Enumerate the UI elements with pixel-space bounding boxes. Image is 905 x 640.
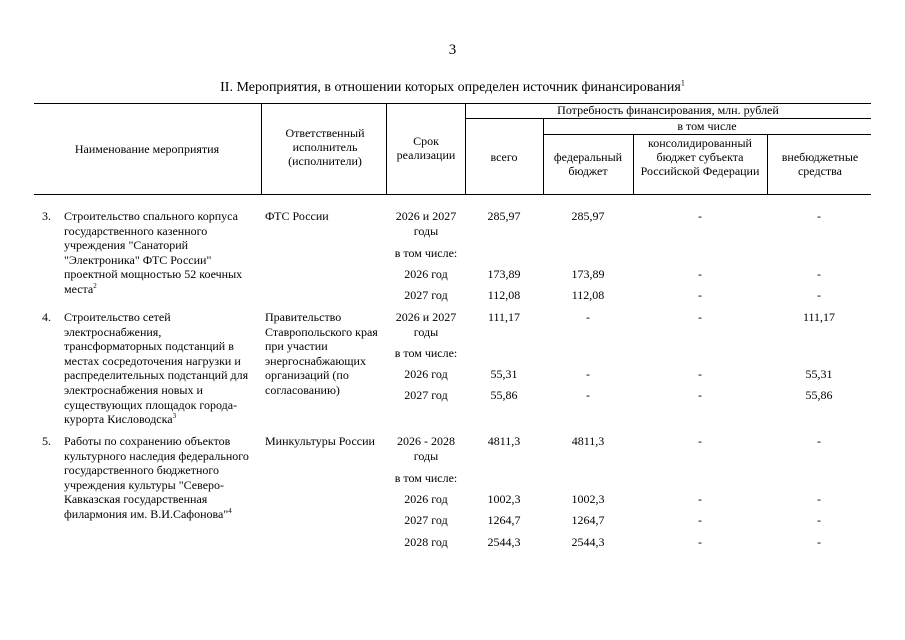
row-term: 2028 год bbox=[404, 535, 448, 549]
row-regional: - bbox=[698, 535, 702, 549]
row-name-footnote: 3 bbox=[172, 412, 177, 421]
row-term: в том числе: bbox=[394, 246, 458, 260]
row-extra: 111,17 bbox=[802, 310, 836, 324]
header-federal: федеральный бюджет bbox=[553, 150, 623, 178]
row-federal: - bbox=[586, 310, 590, 324]
header-divider-5 bbox=[633, 134, 634, 194]
row-extra: 55,31 bbox=[805, 367, 833, 381]
row-term: в том числе: bbox=[394, 346, 458, 360]
row-term: 2026 и 2027 годы bbox=[395, 310, 457, 339]
row-extra: - bbox=[817, 492, 821, 506]
header-total: всего bbox=[490, 150, 518, 164]
row-term: 2026 и 2027 годы bbox=[395, 209, 457, 238]
row-term: 2027 год bbox=[404, 288, 448, 302]
row-name bbox=[64, 434, 259, 522]
row-regional: - bbox=[698, 209, 702, 223]
row-extra: - bbox=[817, 513, 821, 527]
row-federal: 112,08 bbox=[571, 288, 605, 302]
row-federal: 1002,3 bbox=[571, 492, 605, 506]
header-name: Наименование мероприятия bbox=[74, 142, 220, 156]
row-regional: - bbox=[698, 513, 702, 527]
row-regional: - bbox=[698, 267, 702, 281]
header-divider-2 bbox=[386, 103, 387, 194]
row-extra: - bbox=[817, 434, 821, 448]
row-total: 55,86 bbox=[490, 388, 518, 402]
header-divider-1 bbox=[261, 103, 262, 194]
row-name-footnote: 2 bbox=[93, 281, 97, 290]
row-total: 111,17 bbox=[487, 310, 521, 324]
row-regional: - bbox=[698, 492, 702, 506]
row-executor: Минкультуры России bbox=[265, 434, 375, 448]
row-extra: 55,86 bbox=[805, 388, 833, 402]
row-extra: - bbox=[817, 535, 821, 549]
row-executor: Правительство Ставропольского края при участии энергоснабжающих организаций (по согласованию) bbox=[265, 310, 378, 397]
row-federal: 1264,7 bbox=[571, 513, 605, 527]
row-regional: - bbox=[698, 288, 702, 302]
header-term: Срок реализации bbox=[396, 134, 456, 162]
row-total: 173,89 bbox=[487, 267, 521, 281]
row-number: 5. bbox=[42, 434, 51, 448]
row-total: 1264,7 bbox=[487, 513, 521, 527]
header-divider-6 bbox=[767, 134, 768, 194]
row-total: 2544,3 bbox=[487, 535, 521, 549]
row-federal: 285,97 bbox=[571, 209, 605, 223]
section-title bbox=[0, 80, 905, 96]
row-total: 4811,3 bbox=[487, 434, 521, 448]
row-federal: 2544,3 bbox=[571, 535, 605, 549]
row-name-text: Строительство сетей электроснабжения, трансформаторных подстанций в местах сосредоточения нагрузки и распределительных подстанций для электроснабжения новых и существующих площадок города-курорта Кисловодска bbox=[64, 310, 249, 427]
row-extra: - bbox=[817, 209, 821, 223]
row-extra: - bbox=[817, 267, 821, 281]
row-term: в том числе: bbox=[394, 471, 458, 485]
header-regional: консолидированный бюджет субъекта Российской Федерации bbox=[640, 136, 760, 178]
row-number: 3. bbox=[42, 209, 51, 223]
row-name-text: Работы по сохранению объектов культурного наследия федерального государственного бюджетного учреждения культуры "Северо-Кавказская государственная филармония им. В.И.Сафонова" bbox=[64, 434, 249, 521]
header-including: в том числе bbox=[677, 119, 737, 133]
row-term: 2026 год bbox=[404, 267, 448, 281]
row-executor: ФТС России bbox=[265, 209, 329, 223]
row-term: 2026 - 2028 годы bbox=[397, 434, 455, 463]
header-executor: Ответственный исполнитель (исполнители) bbox=[285, 126, 365, 168]
row-name bbox=[64, 310, 262, 427]
row-term: 2026 год bbox=[404, 367, 448, 381]
row-total: 1002,3 bbox=[487, 492, 521, 506]
row-name-footnote: 4 bbox=[228, 506, 232, 515]
header-need: Потребность финансирования, млн. рублей bbox=[557, 103, 779, 117]
row-regional: - bbox=[698, 434, 702, 448]
header-line-including bbox=[543, 134, 871, 135]
row-federal: - bbox=[586, 388, 590, 402]
row-name-text: Строительство спального корпуса государственного казенного учреждения "Санаторий "Электроника" ФТС России" проектной мощностью 52 коечных места bbox=[64, 209, 243, 296]
page-number: 3 bbox=[448, 42, 457, 58]
row-term: 2027 год bbox=[404, 388, 448, 402]
header-extra: внебюджетные средства bbox=[781, 150, 859, 178]
row-number: 4. bbox=[42, 310, 51, 324]
row-term: 2026 год bbox=[404, 492, 448, 506]
row-federal: 173,89 bbox=[571, 267, 605, 281]
row-federal: - bbox=[586, 367, 590, 381]
row-name bbox=[64, 209, 259, 297]
row-total: 55,31 bbox=[490, 367, 518, 381]
row-total: 112,08 bbox=[487, 288, 521, 302]
row-extra: - bbox=[817, 288, 821, 302]
section-title-text: II. Мероприятия, в отношении которых определен источник финансирования bbox=[220, 80, 681, 95]
row-regional: - bbox=[698, 310, 702, 324]
row-federal: 4811,3 bbox=[571, 434, 605, 448]
header-bottom-border bbox=[34, 194, 871, 195]
section-title-footnote: 1 bbox=[680, 78, 685, 88]
row-total: 285,97 bbox=[487, 209, 521, 223]
row-term: 2027 год bbox=[404, 513, 448, 527]
row-regional: - bbox=[698, 367, 702, 381]
row-regional: - bbox=[698, 388, 702, 402]
